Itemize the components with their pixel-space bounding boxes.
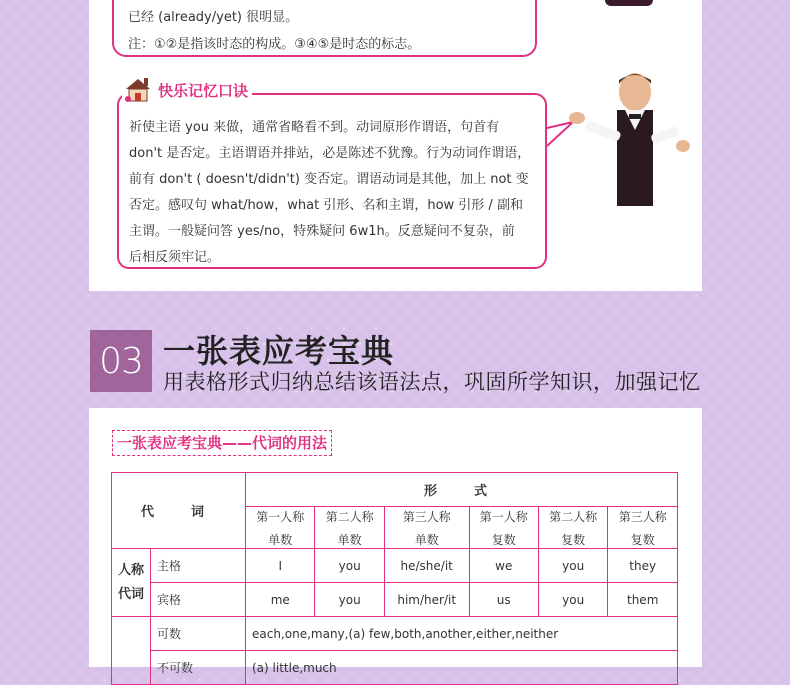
table-cell: (a) little,much <box>246 651 678 685</box>
mnemonic-text <box>129 115 535 271</box>
section-title: 一张表应考宝典 <box>163 332 395 370</box>
note-line-1: 已经 (already/yet) 很明显。 <box>128 10 299 25</box>
mnemonic-title <box>122 75 252 105</box>
table-corner-header: 代 词 <box>112 473 246 549</box>
table-cell: each,one,many,(a) few,both,another,either,neither <box>246 617 678 651</box>
illustration-fragment <box>605 0 653 6</box>
personal-pronoun-label: 人称 代词 <box>112 549 151 617</box>
row-label: 宾格 <box>151 583 246 617</box>
empty-group-cell <box>112 617 151 685</box>
column-header: 第一人称 单数 <box>246 507 315 549</box>
mnemonic-title-text: 快乐记忆口诀 <box>158 81 249 100</box>
table-row <box>112 549 678 583</box>
column-header: 第三人称 单数 <box>384 507 469 549</box>
table-cell: us <box>469 583 538 617</box>
table-title: 一张表应考宝典——代词的用法 <box>112 430 332 456</box>
top-content-card <box>89 0 702 291</box>
note-box <box>112 0 537 57</box>
mnemonic-line: 否定。感叹句 what/how，what 引形、名和主谓，how 引形 / 副和 <box>129 198 523 213</box>
mnemonic-box <box>117 93 547 269</box>
presenter-illustration <box>565 70 700 206</box>
mnemonic-line: don't 是否定。主语谓语并排站，必是陈述不犹豫。行为动词作谓语， <box>129 146 531 161</box>
row-label: 可数 <box>151 617 246 651</box>
table-cell: they <box>608 549 678 583</box>
table-cell: me <box>246 583 315 617</box>
note-line-2: 注：①②是指该时态的构成。③④⑤是时态的标志。 <box>128 37 421 52</box>
column-header: 第一人称 复数 <box>469 507 538 549</box>
table-cell: you <box>538 549 607 583</box>
table-cell: you <box>315 549 384 583</box>
mnemonic-line: 后相反须牢记。 <box>129 250 221 265</box>
column-header: 第二人称 复数 <box>538 507 607 549</box>
table-row <box>112 651 678 685</box>
table-card <box>89 408 702 675</box>
table-cell: he/she/it <box>384 549 469 583</box>
house-icon <box>122 75 154 105</box>
mnemonic-line: 主谓。一般疑问答 yes/no，特殊疑问 6w1h。反意疑问不复杂，前 <box>129 224 515 239</box>
row-label: 主格 <box>151 549 246 583</box>
row-label: 不可数 <box>151 651 246 685</box>
column-header: 第二人称 单数 <box>315 507 384 549</box>
table-cell: them <box>608 583 678 617</box>
section-number-badge: 03 <box>90 330 152 392</box>
column-header: 第三人称 复数 <box>608 507 678 549</box>
mnemonic-line: 祈使主语 you 来做，通常省略看不到。动词原形作谓语，句首有 <box>129 120 500 135</box>
table-row <box>112 583 678 617</box>
table-cell: I <box>246 549 315 583</box>
table-cell: him/her/it <box>384 583 469 617</box>
section-subtitle: 用表格形式归纳总结该语法点，巩固所学知识，加强记忆 <box>163 370 701 394</box>
form-header: 形 式 <box>246 473 678 507</box>
table-cell: you <box>315 583 384 617</box>
pronoun-table <box>111 472 678 685</box>
table-cell: we <box>469 549 538 583</box>
mnemonic-line: 前有 don't ( doesn't/didn't) 变否定。谓语动词是其他，加上 not 变 <box>129 172 529 187</box>
table-row <box>112 617 678 651</box>
table-cell: you <box>538 583 607 617</box>
